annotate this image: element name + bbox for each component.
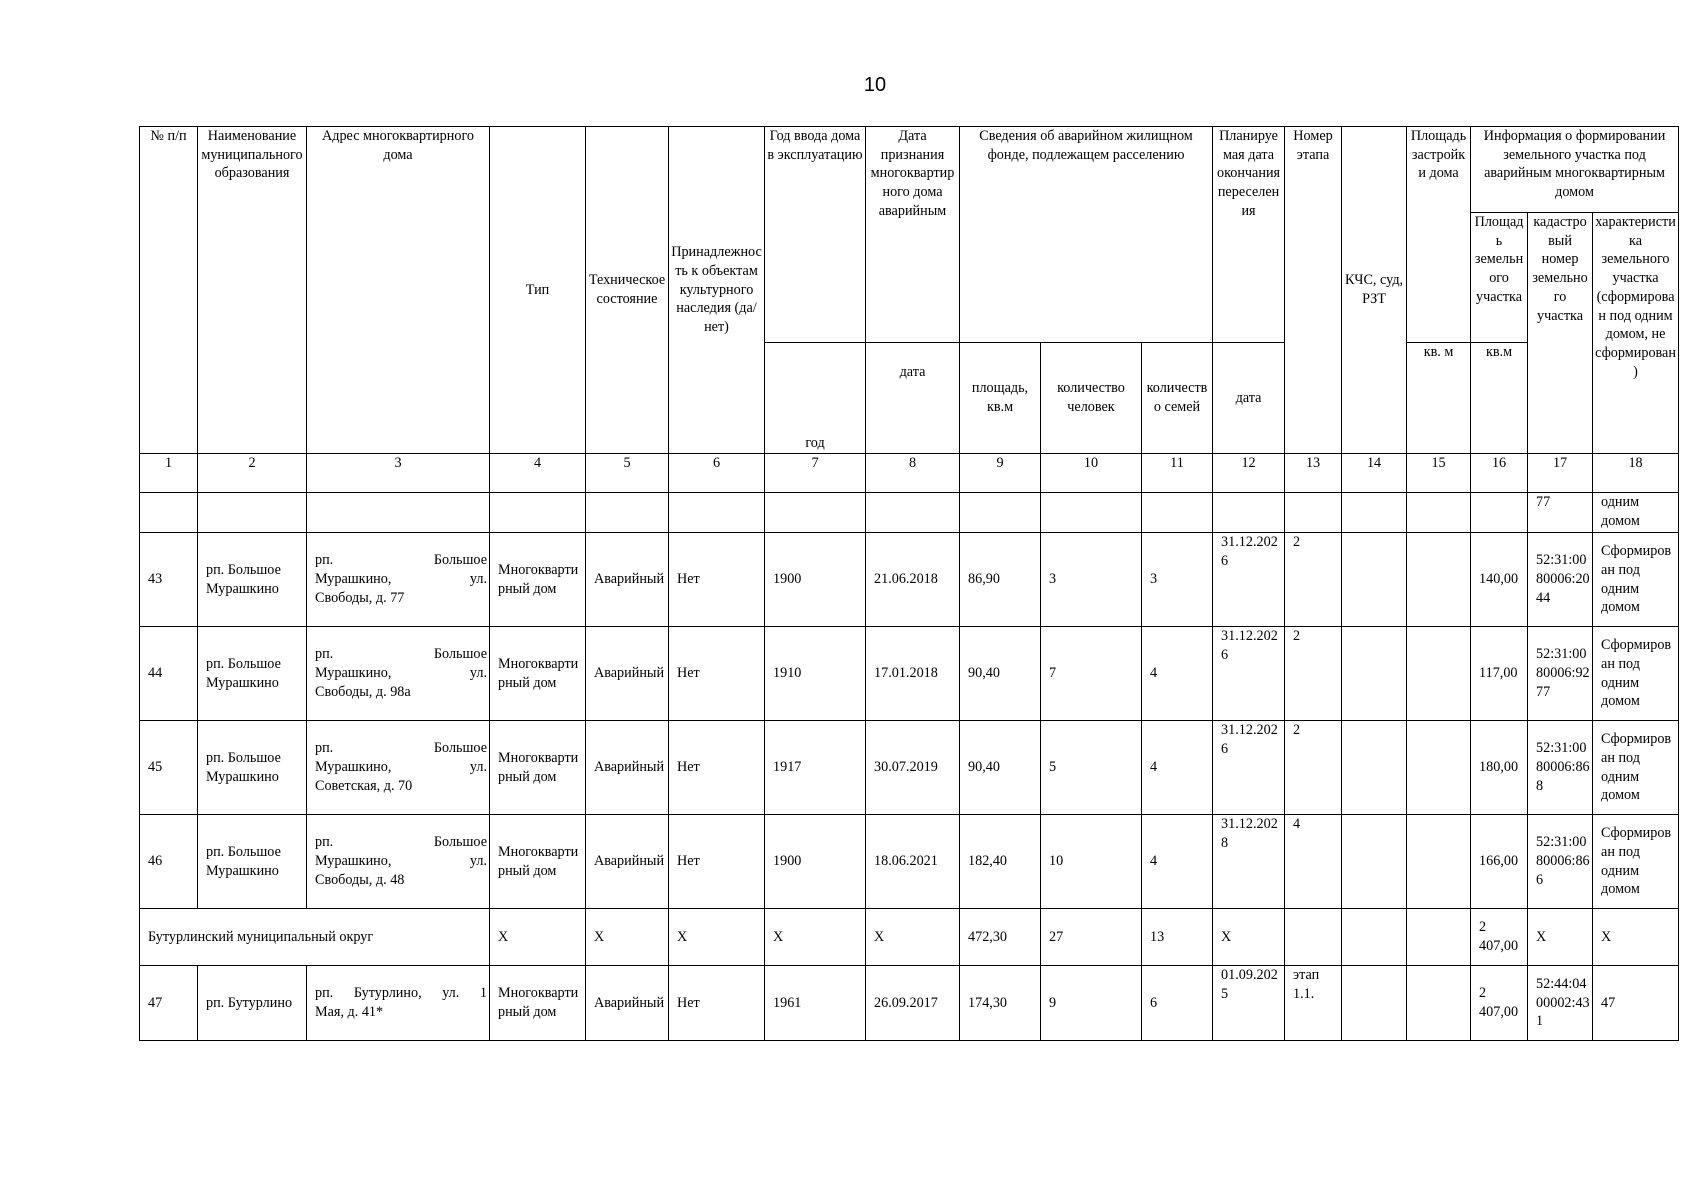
planned-date: 01.09.2025 (1213, 966, 1285, 1041)
summary-cell: X (1593, 909, 1679, 966)
people-count: 9 (1041, 966, 1142, 1041)
year-built: 1910 (765, 627, 866, 721)
heritage: Нет (669, 627, 765, 721)
address (307, 815, 490, 909)
row-number: 46 (140, 815, 198, 909)
address-line: Мурашкино, ул. (315, 571, 487, 588)
build-area (1407, 966, 1471, 1041)
emergency-housing-table (139, 126, 1679, 1041)
header-col-16-18: Информация о формировании земельного участка под аварийным многоквартирным домом (1471, 127, 1679, 213)
summary-cell: X (669, 909, 765, 966)
family-count: 4 (1142, 627, 1213, 721)
column-number: 9 (960, 454, 1041, 493)
summary-cell: X (1213, 909, 1285, 966)
land-characteristic: Сформирован под одним домом (1593, 627, 1679, 721)
house-type: Многоквартирный дом (490, 627, 586, 721)
table-row (140, 721, 1679, 815)
column-number: 16 (1471, 454, 1528, 493)
emergency-date: 26.09.2017 (866, 966, 960, 1041)
land-area: 117,00 (1471, 627, 1528, 721)
column-number: 12 (1213, 454, 1285, 493)
column-number: 8 (866, 454, 960, 493)
continuation-cadastre: 77 (1528, 493, 1593, 533)
municipality: рп. Большое Мурашкино (198, 815, 307, 909)
header-col-17: кадастровый номер земельного участка (1528, 213, 1593, 454)
address-line: рп. Большое (315, 552, 487, 569)
kchs (1342, 815, 1407, 909)
cadastre-number: 52:31:0080006:868 (1528, 721, 1593, 815)
land-area: 140,00 (1471, 533, 1528, 627)
summary-label: Бутурлинский муниципальный округ (140, 909, 490, 966)
header-col-14: КЧС, суд, РЗТ (1342, 127, 1407, 454)
page-number: 10 (863, 74, 887, 96)
header-col-15: Площадь застройки дома (1407, 127, 1471, 343)
tech-state: Аварийный (586, 533, 669, 627)
header-col-8: Дата признания многоквартирного дома аварийным (866, 127, 960, 343)
area: 90,40 (960, 721, 1041, 815)
summary-row (140, 909, 1679, 966)
table-row (140, 627, 1679, 721)
cadastre-number: 52:31:0080006:866 (1528, 815, 1593, 909)
house-type: Многоквартирный дом (490, 966, 586, 1041)
build-area (1407, 533, 1471, 627)
header-col-2: Наименование муниципального образования (198, 127, 307, 454)
summary-area: 472,30 (960, 909, 1041, 966)
unit-col-8: дата (866, 343, 960, 454)
year-built: 1900 (765, 815, 866, 909)
land-characteristic: 47 (1593, 966, 1679, 1041)
column-number: 4 (490, 454, 586, 493)
people-count: 3 (1041, 533, 1142, 627)
emergency-date: 18.06.2021 (866, 815, 960, 909)
house-type: Многоквартирный дом (490, 721, 586, 815)
house-type: Многоквартирный дом (490, 533, 586, 627)
address-line: рп. Большое (315, 834, 487, 851)
header-col-6: Принадлежность к объектам культурного наследия (да/нет) (669, 127, 765, 454)
planned-date: 31.12.2028 (1213, 815, 1285, 909)
column-number: 18 (1593, 454, 1679, 493)
cadastre-number: 52:31:0080006:9277 (1528, 627, 1593, 721)
address-line: Мая, д. 41* (315, 1004, 384, 1020)
continuation-row (140, 493, 1679, 533)
heritage: Нет (669, 721, 765, 815)
header-col-4: Тип (490, 127, 586, 454)
table-row (140, 966, 1679, 1041)
unit-col-11: количество семей (1142, 343, 1213, 454)
family-count: 3 (1142, 533, 1213, 627)
land-area: 2 407,00 (1471, 966, 1528, 1041)
address (307, 966, 490, 1041)
land-area: 166,00 (1471, 815, 1528, 909)
table-row (140, 533, 1679, 627)
cadastre-number: 52:31:0080006:2044 (1528, 533, 1593, 627)
unit-col-12: дата (1213, 343, 1285, 454)
column-number: 13 (1285, 454, 1342, 493)
heritage: Нет (669, 533, 765, 627)
header-col-13: Номер этапа (1285, 127, 1342, 454)
summary-cell: X (1528, 909, 1593, 966)
municipality: рп. Бутурлино (198, 966, 307, 1041)
kchs (1342, 533, 1407, 627)
header-col-1: № п/п (140, 127, 198, 454)
column-number: 10 (1041, 454, 1142, 493)
address (307, 627, 490, 721)
row-number: 43 (140, 533, 198, 627)
address-line: Мурашкино, ул. (315, 853, 487, 870)
address-line: Мурашкино, ул. (315, 759, 487, 776)
planned-date: 31.12.2026 (1213, 721, 1285, 815)
family-count: 4 (1142, 815, 1213, 909)
land-area: 180,00 (1471, 721, 1528, 815)
people-count: 10 (1041, 815, 1142, 909)
tech-state: Аварийный (586, 815, 669, 909)
address-line: рп. Бутурлино, ул. 1 (315, 985, 487, 1002)
address-line: Советская, д. 70 (315, 777, 413, 794)
column-number: 1 (140, 454, 198, 493)
address-line: Свободы, д. 77 (315, 589, 405, 606)
year-built: 1917 (765, 721, 866, 815)
stage-number: 4 (1285, 815, 1342, 909)
unit-col-9: площадь, кв.м (960, 343, 1041, 454)
planned-date: 31.12.2026 (1213, 533, 1285, 627)
build-area (1407, 815, 1471, 909)
row-number: 45 (140, 721, 198, 815)
summary-families: 13 (1142, 909, 1213, 966)
address-line: Мурашкино, ул. (315, 665, 487, 682)
row-number: 47 (140, 966, 198, 1041)
area: 182,40 (960, 815, 1041, 909)
municipality: рп. Большое Мурашкино (198, 533, 307, 627)
area: 86,90 (960, 533, 1041, 627)
planned-date: 31.12.2026 (1213, 627, 1285, 721)
land-characteristic: Сформирован под одним домом (1593, 721, 1679, 815)
header-col-5: Техническое состояние (586, 127, 669, 454)
header-col-12: Планируемая дата окончания переселения (1213, 127, 1285, 343)
address-line: Свободы, д. 48 (315, 871, 405, 888)
build-area (1407, 721, 1471, 815)
unit-col-7: год (765, 343, 866, 454)
unit-col-15: кв. м (1407, 343, 1471, 454)
tech-state: Аварийный (586, 966, 669, 1041)
year-built: 1961 (765, 966, 866, 1041)
summary-cell: X (866, 909, 960, 966)
area: 90,40 (960, 627, 1041, 721)
column-number: 6 (669, 454, 765, 493)
header-col-16: Площадь земельного участка (1471, 213, 1528, 343)
address-line: рп. Большое (315, 740, 487, 757)
address (307, 533, 490, 627)
stage-number: этап 1.1. (1285, 966, 1342, 1041)
header-col-18: характеристика земельного участка (сформирован под одним домом, не сформирован) (1593, 213, 1679, 454)
cadastre-number: 52:44:0400002:431 (1528, 966, 1593, 1041)
summary-cell: X (765, 909, 866, 966)
header-col-9-11: Сведения об аварийном жилищном фонде, подлежащем расселению (960, 127, 1213, 343)
stage-number: 2 (1285, 721, 1342, 815)
unit-col-10: количество человек (1041, 343, 1142, 454)
land-characteristic: Сформирован под одним домом (1593, 533, 1679, 627)
header-col-3: Адрес многоквартирного дома (307, 127, 490, 454)
summary-cell: X (490, 909, 586, 966)
column-number: 11 (1142, 454, 1213, 493)
tech-state: Аварийный (586, 721, 669, 815)
table-row (140, 815, 1679, 909)
build-area (1407, 627, 1471, 721)
area: 174,30 (960, 966, 1041, 1041)
stage-number: 2 (1285, 627, 1342, 721)
people-count: 7 (1041, 627, 1142, 721)
column-number: 3 (307, 454, 490, 493)
unit-col-16: кв.м (1471, 343, 1528, 454)
emergency-date: 21.06.2018 (866, 533, 960, 627)
kchs (1342, 721, 1407, 815)
column-numbers-row (140, 454, 1679, 493)
column-number: 15 (1407, 454, 1471, 493)
stage-number: 2 (1285, 533, 1342, 627)
column-number: 2 (198, 454, 307, 493)
address-line: Свободы, д. 98а (315, 683, 411, 700)
kchs (1342, 627, 1407, 721)
column-number: 7 (765, 454, 866, 493)
municipality: рп. Большое Мурашкино (198, 627, 307, 721)
family-count: 6 (1142, 966, 1213, 1041)
address-line: рп. Большое (315, 646, 487, 663)
summary-cell: X (586, 909, 669, 966)
summary-people: 27 (1041, 909, 1142, 966)
column-number: 5 (586, 454, 669, 493)
people-count: 5 (1041, 721, 1142, 815)
column-number: 14 (1342, 454, 1407, 493)
continuation-land-char: одним домом (1593, 493, 1679, 533)
year-built: 1900 (765, 533, 866, 627)
heritage: Нет (669, 815, 765, 909)
tech-state: Аварийный (586, 627, 669, 721)
header-col-7: Год ввода дома в эксплуатацию (765, 127, 866, 343)
summary-land-area: 2 407,00 (1471, 909, 1528, 966)
family-count: 4 (1142, 721, 1213, 815)
emergency-date: 30.07.2019 (866, 721, 960, 815)
heritage: Нет (669, 966, 765, 1041)
emergency-date: 17.01.2018 (866, 627, 960, 721)
kchs (1342, 966, 1407, 1041)
column-number: 17 (1528, 454, 1593, 493)
land-characteristic: Сформирован под одним домом (1593, 815, 1679, 909)
house-type: Многоквартирный дом (490, 815, 586, 909)
header-row (140, 127, 1679, 213)
address (307, 721, 490, 815)
municipality: рп. Большое Мурашкино (198, 721, 307, 815)
row-number: 44 (140, 627, 198, 721)
